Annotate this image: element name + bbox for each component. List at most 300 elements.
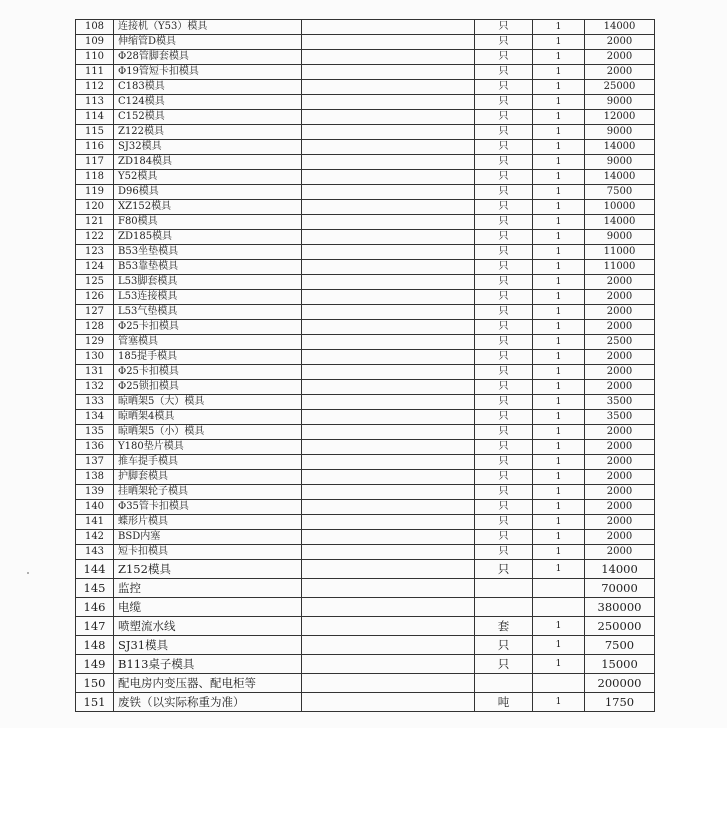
spec-cell <box>302 350 475 365</box>
item-number-cell: 117 <box>76 155 114 170</box>
spec-cell <box>302 455 475 470</box>
unit-cell: 只 <box>475 365 533 380</box>
unit-cell <box>475 579 533 598</box>
item-name-cell: Z122模具 <box>114 125 302 140</box>
unit-cell: 只 <box>475 395 533 410</box>
unit-cell: 只 <box>475 500 533 515</box>
item-number-cell: 141 <box>76 515 114 530</box>
item-number-cell: 127 <box>76 305 114 320</box>
unit-cell: 只 <box>475 455 533 470</box>
item-name-cell: 监控 <box>114 579 302 598</box>
unit-cell: 只 <box>475 655 533 674</box>
spec-cell <box>302 395 475 410</box>
item-number-cell: 112 <box>76 80 114 95</box>
quantity-cell: 1 <box>533 655 585 674</box>
unit-cell: 只 <box>475 125 533 140</box>
price-cell: 12000 <box>585 110 655 125</box>
item-number-cell: 133 <box>76 395 114 410</box>
item-name-cell: 护脚套模具 <box>114 470 302 485</box>
price-cell: 2000 <box>585 290 655 305</box>
spec-cell <box>302 380 475 395</box>
price-cell: 2000 <box>585 485 655 500</box>
price-cell: 2000 <box>585 350 655 365</box>
price-cell: 200000 <box>585 674 655 693</box>
item-number-cell: 120 <box>76 200 114 215</box>
quantity-cell: 1 <box>533 275 585 290</box>
price-cell: 2000 <box>585 320 655 335</box>
quantity-cell: 1 <box>533 20 585 35</box>
table-row <box>76 155 655 170</box>
price-cell: 14000 <box>585 215 655 230</box>
quantity-cell: 1 <box>533 380 585 395</box>
spec-cell <box>302 290 475 305</box>
item-name-cell: 电缆 <box>114 598 302 617</box>
item-name-cell: 挂晒架轮子模具 <box>114 485 302 500</box>
price-cell: 2000 <box>585 50 655 65</box>
spec-cell <box>302 80 475 95</box>
quantity-cell: 1 <box>533 200 585 215</box>
spec-cell <box>302 410 475 425</box>
price-cell: 2500 <box>585 335 655 350</box>
unit-cell <box>475 598 533 617</box>
table-row <box>76 395 655 410</box>
item-number-cell: 115 <box>76 125 114 140</box>
table-row <box>76 215 655 230</box>
table-row <box>76 170 655 185</box>
price-cell: 2000 <box>585 275 655 290</box>
unit-cell: 只 <box>475 560 533 579</box>
item-number-cell: 147 <box>76 617 114 636</box>
price-cell: 7500 <box>585 636 655 655</box>
item-number-cell: 150 <box>76 674 114 693</box>
item-number-cell: 128 <box>76 320 114 335</box>
item-number-cell: 108 <box>76 20 114 35</box>
quantity-cell: 1 <box>533 80 585 95</box>
spec-cell <box>302 470 475 485</box>
quantity-cell: 1 <box>533 395 585 410</box>
item-number-cell: 116 <box>76 140 114 155</box>
spec-cell <box>302 65 475 80</box>
item-number-cell: 114 <box>76 110 114 125</box>
quantity-cell: 1 <box>533 35 585 50</box>
spec-cell <box>302 530 475 545</box>
item-number-cell: 123 <box>76 245 114 260</box>
table-row <box>76 35 655 50</box>
table-row <box>76 440 655 455</box>
item-name-cell: Y52模具 <box>114 170 302 185</box>
unit-cell: 只 <box>475 215 533 230</box>
item-number-cell: 119 <box>76 185 114 200</box>
quantity-cell: 1 <box>533 95 585 110</box>
unit-cell: 只 <box>475 230 533 245</box>
spec-cell <box>302 693 475 712</box>
item-number-cell: 136 <box>76 440 114 455</box>
unit-cell: 只 <box>475 185 533 200</box>
table-row <box>76 485 655 500</box>
spec-cell <box>302 170 475 185</box>
unit-cell: 只 <box>475 425 533 440</box>
item-name-cell: SJ32模具 <box>114 140 302 155</box>
table-row <box>76 380 655 395</box>
spec-cell <box>302 245 475 260</box>
item-name-cell: C152模具 <box>114 110 302 125</box>
spec-cell <box>302 260 475 275</box>
table-row <box>76 140 655 155</box>
item-name-cell: 连接机（Y53）模具 <box>114 20 302 35</box>
table-row <box>76 290 655 305</box>
quantity-cell: 1 <box>533 617 585 636</box>
price-cell: 3500 <box>585 410 655 425</box>
price-cell: 9000 <box>585 230 655 245</box>
item-name-cell: 推车提手模具 <box>114 455 302 470</box>
item-name-cell: BSD内塞 <box>114 530 302 545</box>
item-number-cell: 138 <box>76 470 114 485</box>
item-name-cell: 伸缩管D模具 <box>114 35 302 50</box>
table-row <box>76 515 655 530</box>
quantity-cell: 1 <box>533 410 585 425</box>
spec-cell <box>302 440 475 455</box>
table-row <box>76 110 655 125</box>
item-number-cell: 131 <box>76 365 114 380</box>
table-row <box>76 530 655 545</box>
item-name-cell: L53气垫模具 <box>114 305 302 320</box>
table-row <box>76 335 655 350</box>
price-cell: 7500 <box>585 185 655 200</box>
item-name-cell: Z152模具 <box>114 560 302 579</box>
unit-cell: 只 <box>475 95 533 110</box>
price-cell: 2000 <box>585 425 655 440</box>
item-number-cell: 130 <box>76 350 114 365</box>
table-row <box>76 500 655 515</box>
unit-cell: 只 <box>475 260 533 275</box>
item-number-cell: 134 <box>76 410 114 425</box>
price-cell: 2000 <box>585 380 655 395</box>
table-row <box>76 230 655 245</box>
spec-cell <box>302 110 475 125</box>
spec-cell <box>302 20 475 35</box>
price-cell: 1750 <box>585 693 655 712</box>
price-cell: 2000 <box>585 545 655 560</box>
item-name-cell: ZD185模具 <box>114 230 302 245</box>
item-number-cell: 142 <box>76 530 114 545</box>
quantity-cell: 1 <box>533 125 585 140</box>
unit-cell: 只 <box>475 515 533 530</box>
table-row <box>76 455 655 470</box>
table-row <box>76 275 655 290</box>
unit-cell: 只 <box>475 80 533 95</box>
spec-cell <box>302 500 475 515</box>
item-name-cell: Φ19管短卡扣模具 <box>114 65 302 80</box>
unit-cell: 只 <box>475 636 533 655</box>
item-name-cell: Φ25卡扣模具 <box>114 365 302 380</box>
item-name-cell: SJ31模具 <box>114 636 302 655</box>
table-row <box>76 320 655 335</box>
unit-cell: 只 <box>475 140 533 155</box>
table-row <box>76 260 655 275</box>
spec-cell <box>302 185 475 200</box>
item-number-cell: 129 <box>76 335 114 350</box>
item-number-cell: 135 <box>76 425 114 440</box>
item-number-cell: 148 <box>76 636 114 655</box>
item-number-cell: 145 <box>76 579 114 598</box>
spec-cell <box>302 579 475 598</box>
price-cell: 14000 <box>585 170 655 185</box>
price-cell: 14000 <box>585 140 655 155</box>
spec-cell <box>302 655 475 674</box>
table-row <box>76 693 655 712</box>
quantity-cell: 1 <box>533 335 585 350</box>
quantity-cell: 1 <box>533 693 585 712</box>
item-name-cell: F80模具 <box>114 215 302 230</box>
price-cell: 70000 <box>585 579 655 598</box>
spec-cell <box>302 515 475 530</box>
quantity-cell: 1 <box>533 245 585 260</box>
table-row <box>76 20 655 35</box>
spec-cell <box>302 305 475 320</box>
quantity-cell <box>533 674 585 693</box>
unit-cell: 套 <box>475 617 533 636</box>
item-number-cell: 111 <box>76 65 114 80</box>
quantity-cell: 1 <box>533 260 585 275</box>
price-cell: 2000 <box>585 365 655 380</box>
item-name-cell: Φ25锁扣模具 <box>114 380 302 395</box>
unit-cell: 只 <box>475 380 533 395</box>
spec-cell <box>302 320 475 335</box>
quantity-cell <box>533 579 585 598</box>
spec-cell <box>302 636 475 655</box>
price-cell: 14000 <box>585 560 655 579</box>
price-cell: 2000 <box>585 455 655 470</box>
price-cell: 2000 <box>585 500 655 515</box>
price-cell: 2000 <box>585 515 655 530</box>
item-number-cell: 144 <box>76 560 114 579</box>
quantity-cell: 1 <box>533 170 585 185</box>
item-name-cell: B53坐垫模具 <box>114 245 302 260</box>
item-name-cell: 管塞模具 <box>114 335 302 350</box>
spec-cell <box>302 140 475 155</box>
unit-cell: 只 <box>475 545 533 560</box>
spec-cell <box>302 275 475 290</box>
table-row <box>76 305 655 320</box>
item-number-cell: 121 <box>76 215 114 230</box>
quantity-cell: 1 <box>533 110 585 125</box>
price-cell: 25000 <box>585 80 655 95</box>
quantity-cell: 1 <box>533 350 585 365</box>
unit-cell: 只 <box>475 65 533 80</box>
item-name-cell: 配电房内变压器、配电柜等 <box>114 674 302 693</box>
table-row <box>76 125 655 140</box>
price-cell: 2000 <box>585 65 655 80</box>
unit-cell: 只 <box>475 170 533 185</box>
table-row <box>76 350 655 365</box>
item-name-cell: L53连接模具 <box>114 290 302 305</box>
quantity-cell: 1 <box>533 485 585 500</box>
spec-cell <box>302 674 475 693</box>
price-cell: 10000 <box>585 200 655 215</box>
item-number-cell: 109 <box>76 35 114 50</box>
spec-cell <box>302 365 475 380</box>
quantity-cell: 1 <box>533 365 585 380</box>
item-name-cell: 喷塑流水线 <box>114 617 302 636</box>
item-number-cell: 125 <box>76 275 114 290</box>
quantity-cell: 1 <box>533 155 585 170</box>
table-row <box>76 245 655 260</box>
quantity-cell: 1 <box>533 305 585 320</box>
unit-cell: 只 <box>475 35 533 50</box>
item-number-cell: 118 <box>76 170 114 185</box>
price-cell: 250000 <box>585 617 655 636</box>
item-name-cell: 废铁（以实际称重为准） <box>114 693 302 712</box>
quantity-cell: 1 <box>533 185 585 200</box>
price-cell: 380000 <box>585 598 655 617</box>
unit-cell: 只 <box>475 320 533 335</box>
table-row <box>76 185 655 200</box>
item-name-cell: Y180垫片模具 <box>114 440 302 455</box>
spec-cell <box>302 50 475 65</box>
quantity-cell: 1 <box>533 290 585 305</box>
price-cell: 9000 <box>585 155 655 170</box>
quantity-cell: 1 <box>533 230 585 245</box>
table-row <box>76 674 655 693</box>
quantity-cell: 1 <box>533 440 585 455</box>
table-row <box>76 200 655 215</box>
table-row <box>76 410 655 425</box>
item-number-cell: 113 <box>76 95 114 110</box>
price-cell: 14000 <box>585 20 655 35</box>
spec-cell <box>302 215 475 230</box>
quantity-cell: 1 <box>533 50 585 65</box>
item-name-cell: Φ35管卡扣模具 <box>114 500 302 515</box>
item-number-cell: 143 <box>76 545 114 560</box>
quantity-cell: 1 <box>533 140 585 155</box>
price-cell: 2000 <box>585 440 655 455</box>
unit-cell: 只 <box>475 470 533 485</box>
quantity-cell: 1 <box>533 515 585 530</box>
table-row <box>76 545 655 560</box>
quantity-cell: 1 <box>533 560 585 579</box>
price-cell: 2000 <box>585 470 655 485</box>
item-name-cell: Φ25卡扣模具 <box>114 320 302 335</box>
table-row <box>76 50 655 65</box>
item-name-cell: 晾晒架4模具 <box>114 410 302 425</box>
item-name-cell: 晾晒架5（大）模具 <box>114 395 302 410</box>
item-number-cell: 132 <box>76 380 114 395</box>
price-cell: 11000 <box>585 260 655 275</box>
unit-cell: 只 <box>475 290 533 305</box>
item-number-cell: 126 <box>76 290 114 305</box>
price-cell: 2000 <box>585 530 655 545</box>
spec-cell <box>302 335 475 350</box>
item-number-cell: 140 <box>76 500 114 515</box>
item-number-cell: 124 <box>76 260 114 275</box>
quantity-cell: 1 <box>533 65 585 80</box>
item-name-cell: D96模具 <box>114 185 302 200</box>
item-name-cell: 蝶形片模具 <box>114 515 302 530</box>
unit-cell: 吨 <box>475 693 533 712</box>
item-name-cell: 185提手模具 <box>114 350 302 365</box>
unit-cell: 只 <box>475 275 533 290</box>
spec-cell <box>302 125 475 140</box>
spec-cell <box>302 485 475 500</box>
table-row <box>76 80 655 95</box>
price-cell: 9000 <box>585 125 655 140</box>
table-row <box>76 560 655 579</box>
item-number-cell: 137 <box>76 455 114 470</box>
quantity-cell: 1 <box>533 320 585 335</box>
table-row <box>76 579 655 598</box>
item-number-cell: 149 <box>76 655 114 674</box>
table-row <box>76 617 655 636</box>
table-row <box>76 636 655 655</box>
spec-cell <box>302 617 475 636</box>
unit-cell: 只 <box>475 335 533 350</box>
item-name-cell: C183模具 <box>114 80 302 95</box>
price-cell: 11000 <box>585 245 655 260</box>
quantity-cell: 1 <box>533 636 585 655</box>
unit-cell: 只 <box>475 110 533 125</box>
item-name-cell: L53脚套模具 <box>114 275 302 290</box>
item-name-cell: B113桌子模具 <box>114 655 302 674</box>
spec-cell <box>302 200 475 215</box>
scan-speck <box>27 572 29 574</box>
spec-cell <box>302 545 475 560</box>
price-cell: 15000 <box>585 655 655 674</box>
spec-cell <box>302 230 475 245</box>
quantity-cell: 1 <box>533 455 585 470</box>
unit-cell: 只 <box>475 440 533 455</box>
item-number-cell: 139 <box>76 485 114 500</box>
unit-cell: 只 <box>475 305 533 320</box>
quantity-cell: 1 <box>533 425 585 440</box>
item-name-cell: 短卡扣模具 <box>114 545 302 560</box>
item-name-cell: ZD184模具 <box>114 155 302 170</box>
unit-cell: 只 <box>475 350 533 365</box>
quantity-cell: 1 <box>533 500 585 515</box>
unit-cell: 只 <box>475 50 533 65</box>
table-row <box>76 365 655 380</box>
item-name-cell: 晾晒架5（小）模具 <box>114 425 302 440</box>
item-number-cell: 110 <box>76 50 114 65</box>
table-row <box>76 425 655 440</box>
price-cell: 2000 <box>585 35 655 50</box>
asset-list-table <box>75 19 655 712</box>
quantity-cell <box>533 598 585 617</box>
table-row <box>76 65 655 80</box>
quantity-cell: 1 <box>533 545 585 560</box>
spec-cell <box>302 560 475 579</box>
spec-cell <box>302 598 475 617</box>
table-row <box>76 470 655 485</box>
price-cell: 3500 <box>585 395 655 410</box>
unit-cell <box>475 674 533 693</box>
spec-cell <box>302 155 475 170</box>
item-number-cell: 151 <box>76 693 114 712</box>
quantity-cell: 1 <box>533 530 585 545</box>
unit-cell: 只 <box>475 410 533 425</box>
price-cell: 2000 <box>585 305 655 320</box>
item-name-cell: XZ152模具 <box>114 200 302 215</box>
spec-cell <box>302 425 475 440</box>
quantity-cell: 1 <box>533 215 585 230</box>
unit-cell: 只 <box>475 20 533 35</box>
unit-cell: 只 <box>475 485 533 500</box>
table-row <box>76 95 655 110</box>
spec-cell <box>302 35 475 50</box>
item-name-cell: Φ28管脚套模具 <box>114 50 302 65</box>
table-row <box>76 598 655 617</box>
item-number-cell: 146 <box>76 598 114 617</box>
price-cell: 9000 <box>585 95 655 110</box>
